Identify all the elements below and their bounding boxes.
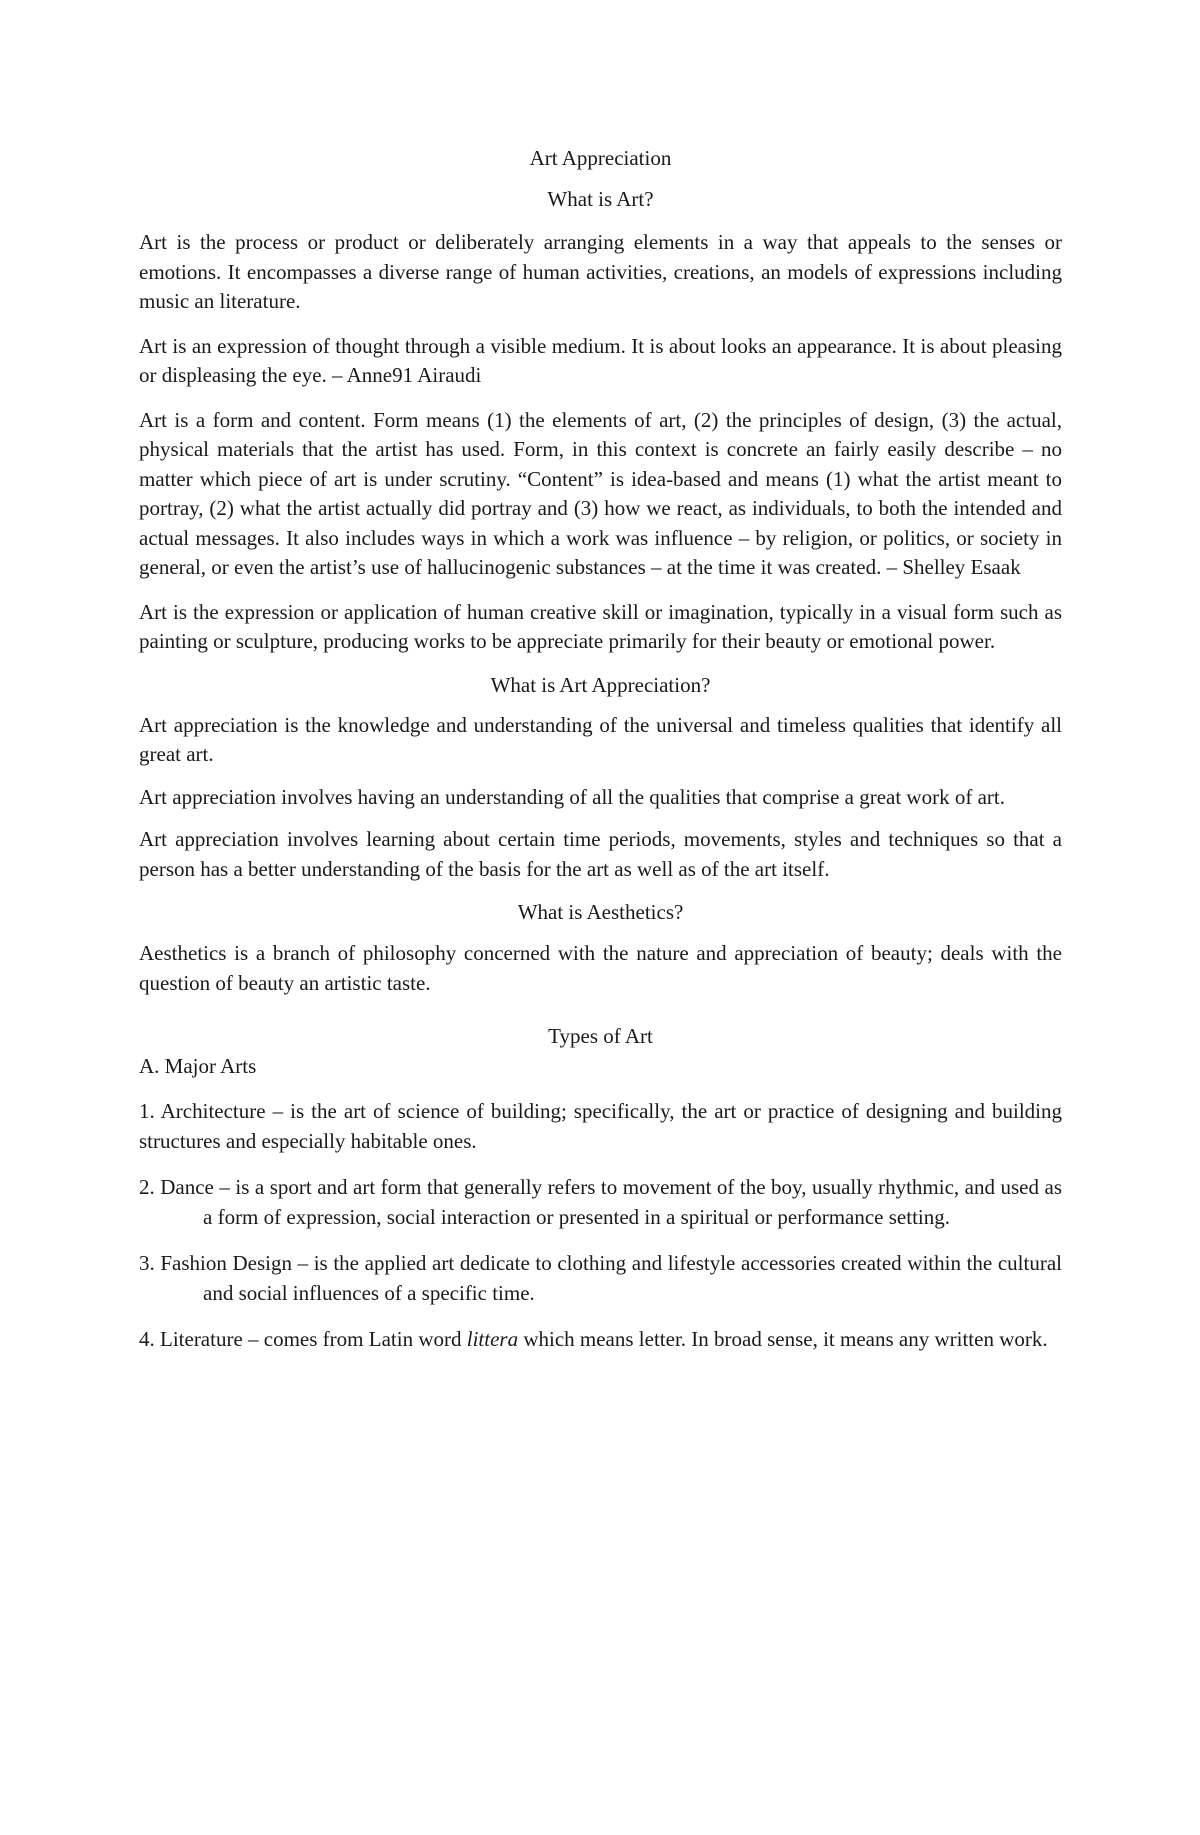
literature-text-suffix: which means letter. In broad sense, it means any written work. — [518, 1327, 1048, 1351]
list-item-dance: 2. Dance – is a sport and art form that generally refers to movement of the boy, usually rhythmic, and used as a form of expression, social interaction or presented in a spiritual or performance setting. — [139, 1175, 1062, 1229]
literature-text-prefix: 4. Literature – comes from Latin word — [139, 1327, 467, 1351]
list-item-fashion-design: 3. Fashion Design – is the applied art dedicate to clothing and lifestyle accessories created within the cultural and social influences of a specific time. — [139, 1251, 1062, 1305]
document-title: Art Appreciation — [529, 146, 672, 170]
list-item-literature — [139, 1325, 1062, 1355]
paragraph-appreciation-2: Art appreciation involves having an understanding of all the qualities that comprise a great work of art. — [139, 784, 1005, 809]
paragraph-art-definition-4: Art is the expression or application of human creative skill or imagination, typically in a visual form such as painting or sculpture, producing works to be appreciate primarily for their beauty or emotional power. — [139, 599, 1062, 653]
document-page — [139, 120, 1062, 1355]
literature-italic-term: littera — [466, 1327, 519, 1351]
list-item-architecture: 1. Architecture – is the art of science of building; specifically, the art or practice of designing and building structures and especially habitable ones. — [139, 1099, 1062, 1153]
paragraph-appreciation-1: Art appreciation is the knowledge and understanding of the universal and timeless qualities that identify all great art. — [139, 712, 1062, 766]
heading-what-is-art: What is Art? — [547, 187, 654, 211]
heading-what-is-aesthetics: What is Aesthetics? — [517, 900, 684, 924]
paragraph-aesthetics: Aesthetics is a branch of philosophy concerned with the nature and appreciation of beauty; deals with the question of beauty an artistic taste. — [139, 941, 1062, 995]
paragraph-appreciation-3: Art appreciation involves learning about certain time periods, movements, styles and techniques so that a person has a better understanding of the basis for the art as well as of the art itself. — [139, 827, 1062, 881]
heading-what-is-art-appreciation: What is Art Appreciation? — [490, 672, 711, 697]
paragraph-art-definition-3: Art is a form and content. Form means (1) the elements of art, (2) the principles of design, (3) the actual, physical materials that the artist has used. Form, in this context is concrete an fairly easily describe – no matter which piece of art is under scrutiny. “Content” is idea-based and means (1) what the artist meant to portray, (2) what the artist actually did portray and (3) how we react, as individuals, to both the intended and actual messages. It also includes ways in which a work was influence – by religion, or politics, or society in general, or even the artist’s use of hallucinogenic substances – at the time it was created. – Shelley Esaak — [139, 407, 1062, 579]
label-major-arts: A. Major Arts — [139, 1054, 257, 1078]
paragraph-art-definition-2: Art is an expression of thought through a visible medium. It is about looks an appearance. It is about pleasing or displeasing the eye. – Anne91 Airaudi — [139, 333, 1062, 387]
heading-types-of-art: Types of Art — [548, 1024, 653, 1048]
paragraph-art-definition-1: Art is the process or product or deliberately arranging elements in a way that appeals to the senses or emotions. It encompasses a diverse range of human activities, creations, an models of expressions including music an literature. — [139, 230, 1062, 313]
